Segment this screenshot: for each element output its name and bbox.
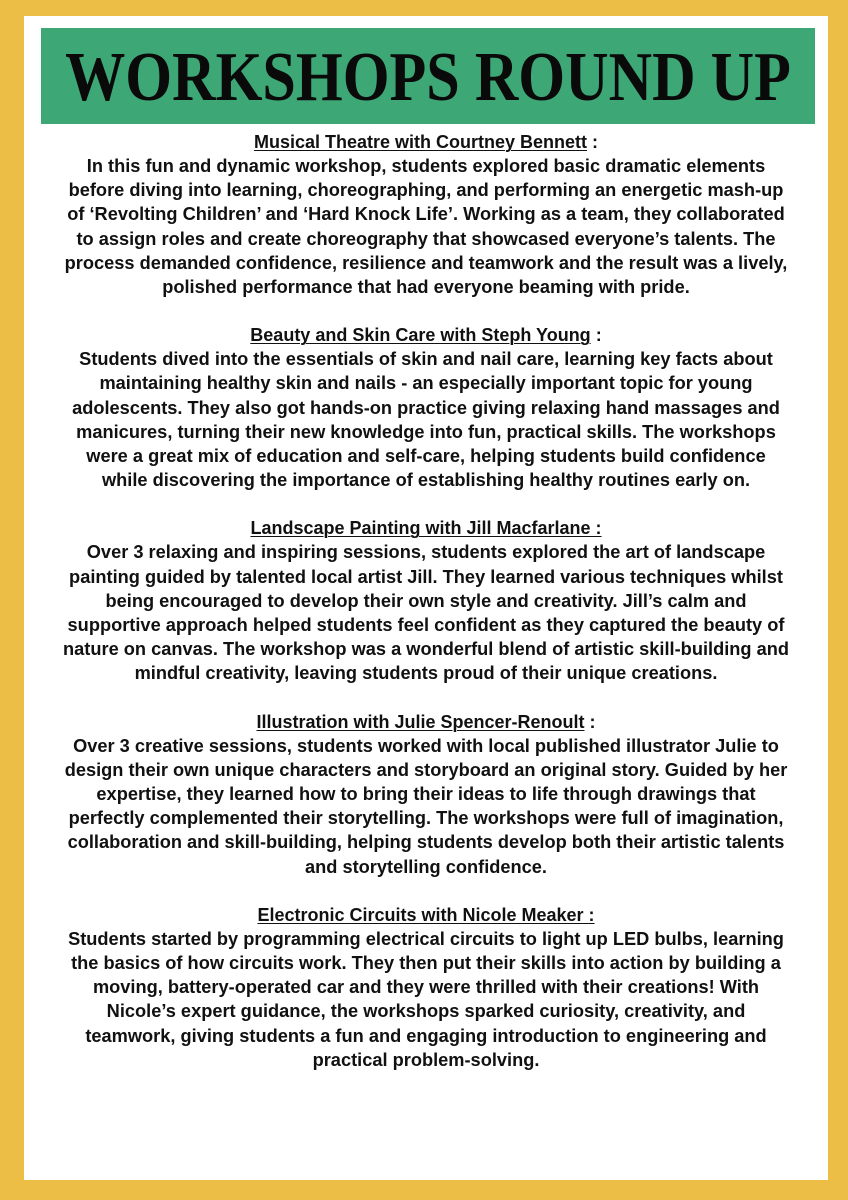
section-body	[24, 927, 828, 1072]
body-line: In this fun and dynamic workshop, students explored basic dramatic elements	[86, 155, 766, 176]
workshop-section-musical-theatre	[24, 130, 828, 299]
body-line: before diving into learning, choreographing, and performing an energetic mash-up	[68, 179, 784, 201]
body-line: adolescents. They also got hands-on practice giving relaxing hand massages and	[72, 396, 780, 418]
body-line: Over 3 relaxing and inspiring sessions, students explored the art of landscape	[86, 541, 766, 563]
body-line: expertise, they learned how to bring their ideas to life through drawings that	[96, 783, 756, 805]
body-line: were a great mix of education and self-care, helping students build confidence	[86, 445, 766, 467]
body-line: while discovering the importance of establishing healthy routines early on.	[101, 469, 751, 491]
body-line: moving, battery-operated car and they were thrilled with their creations! With	[92, 976, 760, 998]
body-line: Students started by programming electrical circuits to light up LED bulbs, learning	[68, 927, 784, 949]
body-line: being encouraged to develop their own style and creativity. Jill’s calm and	[105, 589, 747, 611]
body-line: Students dived into the essentials of skin and nail care, learning key facts about	[79, 348, 773, 370]
section-heading: Electronic Circuits with Nicole Meaker :	[257, 904, 595, 925]
section-body	[24, 540, 828, 685]
body-line: painting guided by talented local artist Jill. They learned various techniques whilst	[69, 565, 783, 587]
body-line: Over 3 creative sessions, students worked with local published illustrator Julie to	[73, 734, 779, 756]
section-heading: Illustration with Julie Spencer-Renoult :	[256, 711, 596, 732]
body-line: to assign roles and create choreography that showcased everyone’s talents. The	[76, 227, 776, 249]
workshops-content	[24, 130, 828, 1072]
body-line: practical problem-solving.	[312, 1048, 540, 1070]
body-line: polished performance that had everyone beaming with pride.	[162, 276, 690, 298]
body-line: manicures, turning their new knowledge into fun, practical skills. The workshops	[76, 420, 776, 442]
body-line: the basics of how circuits work. They then put their skills into action by building a	[71, 952, 781, 974]
section-body	[24, 347, 828, 492]
body-line: perfectly complemented their storytelling. The workshops were full of imagination,	[68, 807, 784, 829]
body-line: mindful creativity, leaving students proud of their unique creations.	[134, 662, 718, 684]
workshop-section-landscape-painting	[24, 516, 828, 685]
body-line: collaboration and skill-building, helping students develop both their artistic talents	[67, 831, 785, 853]
section-heading: Landscape Painting with Jill Macfarlane :	[250, 518, 602, 539]
section-body	[24, 154, 828, 299]
body-line: teamwork, giving students a fun and engaging introduction to engineering and	[85, 1024, 767, 1046]
title-banner	[41, 28, 815, 124]
section-body	[24, 734, 828, 879]
body-line: supportive approach helped students feel confident as they captured the beauty of	[67, 614, 785, 636]
body-line: maintaining healthy skin and nails - an especially important topic for young	[99, 372, 753, 394]
newsletter-panel	[24, 16, 828, 1180]
workshop-section-beauty-skin-care	[24, 323, 828, 492]
section-heading: Musical Theatre with Courtney Bennett :	[253, 132, 599, 152]
body-line: Nicole’s expert guidance, the workshops sparked curiosity, creativity, and	[106, 1000, 746, 1022]
body-line: of ‘Revolting Children’ and ‘Hard Knock Life’. Working as a team, they collaborated	[67, 203, 785, 225]
workshop-section-illustration	[24, 710, 828, 879]
page-title: WORKSHOPS ROUND UP	[65, 39, 791, 116]
body-line: and storytelling confidence.	[304, 855, 548, 877]
workshop-section-electronic-circuits	[24, 903, 828, 1072]
body-line: design their own unique characters and storyboard an original story. Guided by her	[64, 758, 788, 780]
body-line: nature on canvas. The workshop was a wonderful blend of artistic skill-building and	[63, 638, 789, 660]
body-line: process demanded confidence, resilience and teamwork and the result was a lively,	[64, 251, 788, 273]
section-heading: Beauty and Skin Care with Steph Young :	[250, 325, 602, 346]
